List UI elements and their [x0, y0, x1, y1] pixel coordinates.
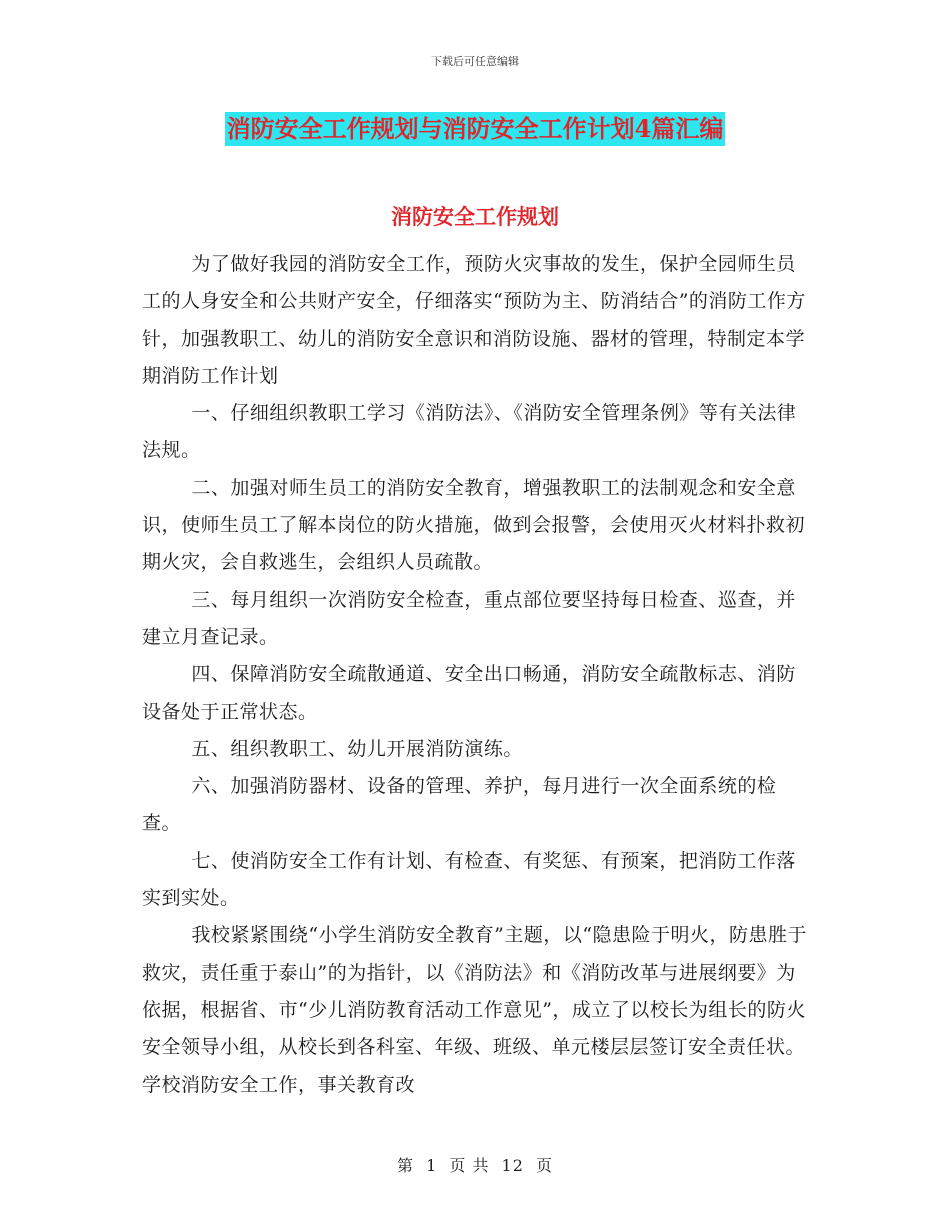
paragraph: 一、仔细组织教职工学习《消防法》、《消防安全管理条例》等有关法律法规。	[142, 402, 797, 462]
section-title: 消防安全工作规划	[391, 204, 559, 229]
paragraph: 三、每月组织一次消防安全检查，重点部位要坚持每日检查、巡查，并建立月查记录。	[142, 588, 796, 648]
paragraph: 七、使消防安全工作有计划、有检查、有奖惩、有预案，把消防工作落实到实处。	[142, 849, 796, 910]
document-title	[0, 112, 950, 146]
paragraph: 为了做好我园的消防安全工作，预防火灾事故的发生，保护全园师生员工的人身安全和公共财产安全，仔细落实“预防为主、防消结合”的消防工作方针，加强教职工、幼儿的消防安全意识和消防设施、器材的管理，特制定本学期消防工作计划	[142, 253, 806, 387]
paragraph: 二、加强对师生员工的消防安全教育，增强教职工的法制观念和安全意识，使师生员工了解本岗位的防火措施，做到会报警，会使用灭火材料扑救初期火灾，会自救逃生，会组织人员疏散。	[142, 476, 806, 574]
footer-suffix: 页	[536, 1156, 554, 1175]
footer-middle: 页 共	[449, 1156, 490, 1175]
document-title-text: 消防安全工作规划与消防安全工作计划4篇汇编	[225, 112, 726, 146]
paragraph: 我校紧紧围绕“小学生消防安全教育”主题，以“隐患险于明火，防患胜于救灾，责任重于泰山”的为指针，以《消防法》和《消防改革与进展纲要》为依据，根据省、市“少儿消防教育活动工作意见”，成立了以校长为组长的防火安全领导小组，从校长到各科室、年级、班级、单元楼层层签订安全责任状。学校消防安全工作，事关教育改	[142, 924, 808, 1096]
header-note: 下载后可任意编辑	[431, 55, 519, 68]
current-page-number: 1	[426, 1156, 438, 1175]
paragraph: 五、组织教职工、幼儿开展消防演练。	[191, 737, 523, 760]
total-page-count: 12	[501, 1156, 524, 1175]
paragraph: 六、加强消防器材、设备的管理、养护，每月进行一次全面系统的检查。	[142, 775, 777, 835]
footer-prefix: 第	[396, 1156, 414, 1175]
paragraph: 四、保障消防安全疏散通道、安全出口畅通，消防安全疏散标志、消防设备处于正常状态。	[142, 663, 796, 723]
page-footer	[0, 1153, 950, 1176]
body-text	[142, 246, 808, 1104]
